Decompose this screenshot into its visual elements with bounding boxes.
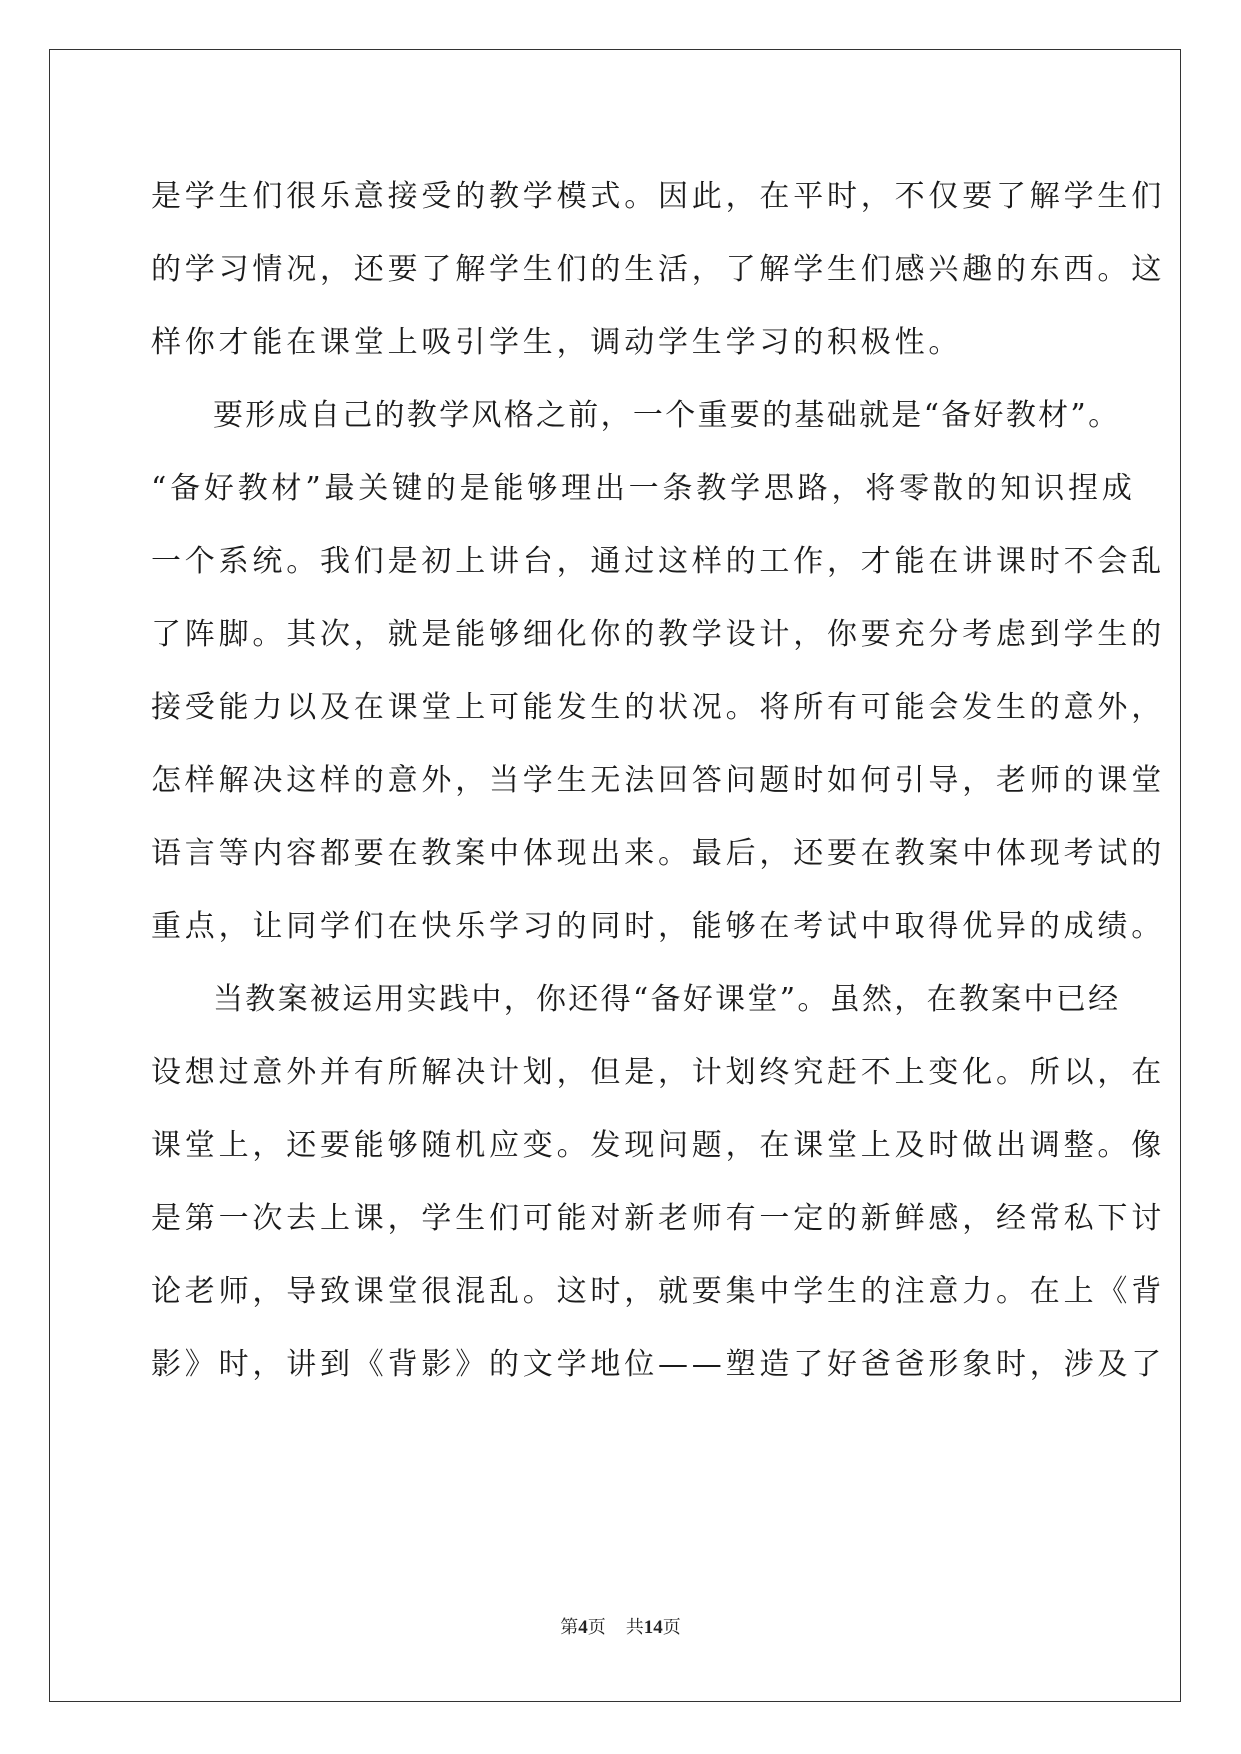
text-line: 重点，让同学们在快乐学习的同时，能够在考试中取得优异的成绩。 [151,909,1165,944]
text-line: 是学生们很乐意接受的教学模式。因此，在平时，不仅要了解学生们 [151,179,1165,214]
page-unit: 页 [587,1617,606,1637]
page-prefix: 第 [560,1617,579,1637]
current-page-number: 4 [578,1617,588,1638]
total-unit: 页 [662,1617,681,1637]
text-line: 设想过意外并有所解决计划，但是，计划终究赶不上变化。所以，在 [151,1055,1165,1090]
text-line: 怎样解决这样的意外，当学生无法回答问题时如何引导，老师的课堂 [151,763,1165,798]
text-line: 了阵脚。其次，就是能够细化你的教学设计，你要充分考虑到学生的 [151,617,1165,652]
text-line: 样你才能在课堂上吸引学生，调动学生学习的积极性。 [151,325,963,360]
total-page-count: 14 [643,1617,663,1638]
page-footer [0,1616,1241,1639]
text-line: “备好教材”最关键的是能够理出一条教学思路，将零散的知识捏成 [151,471,1136,506]
text-line: 一个系统。我们是初上讲台，通过这样的工作，才能在讲课时不会乱 [151,544,1165,579]
text-line: 论老师，导致课堂很混乱。这时，就要集中学生的注意力。在上《背 [151,1274,1165,1309]
text-line: 影》时，讲到《背影》的文学地位——塑造了好爸爸形象时，涉及了 [151,1347,1165,1382]
text-line: 的学习情况，还要了解学生们的生活，了解学生们感兴趣的东西。这 [151,252,1165,287]
total-prefix: 共 [625,1617,644,1637]
text-line: 接受能力以及在课堂上可能发生的状况。将所有可能会发生的意外， [151,690,1165,725]
text-line: 语言等内容都要在教案中体现出来。最后，还要在教案中体现考试的 [151,836,1165,871]
paragraph-start-line: 要形成自己的教学风格之前，一个重要的基础就是“备好教材”。 [213,398,1121,433]
text-line: 是第一次去上课，学生们可能对新老师有一定的新鲜感，经常私下讨 [151,1201,1165,1236]
paragraph-start-line: 当教案被运用实践中，你还得“备好课堂”。虽然，在教案中已经 [213,982,1121,1017]
text-line: 课堂上，还要能够随机应变。发现问题，在课堂上及时做出调整。像 [151,1128,1165,1163]
body-text [151,160,1165,1401]
